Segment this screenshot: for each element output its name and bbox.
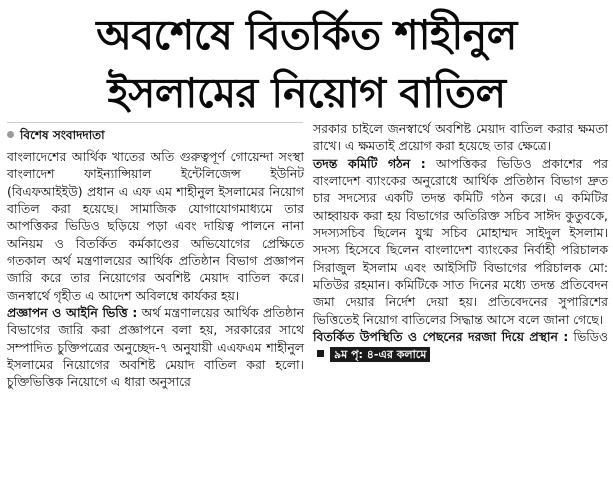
- paragraph-legal-basis: [7, 304, 304, 391]
- paragraph-intro: বাংলাদেশের আর্থিক খাতের অতি গুরুত্বপূর্ণ গোয়েন্দা সংস্থা বাংলাদেশ ফাইন্যান্সিয়াল ইন্টেলিজেন্স ইউনিট (বিএফআইইউ) প্রধান এ এফ এম শাহীনুল ইসলামের নিয়োগ বাতিল করা হয়েছে। সামাজিক যোগাযোগমাধ্যমে তার আপত্তিকর ভিডিও ছড়িয়ে পড়া এবং দায়িত্ব পালনে নানা অনিয়ম ও বিতর্কিত কর্মকাণ্ডের অভিযোগের প্রেক্ষিতে গতকাল অর্থ মন্ত্রণালয়ের আর্থিক প্রতিষ্ঠান বিভাগ প্রজ্ঞাপন জারি করে তার নিয়োগের অবশিষ্ট মেয়াদ বাতিল করে। জনস্বার্থে গৃহীত এ আদেশ অবিলম্বে কার্যকর হয়।: [7, 149, 304, 303]
- headline-line-1: অবশেষে বিতর্কিত শাহীনুল: [96, 11, 517, 59]
- byline-divider: [7, 122, 303, 123]
- article-column-left: [7, 124, 304, 391]
- paragraph-exit: [313, 328, 608, 363]
- byline-text: বিশেষ সংবাদদাতা: [20, 128, 105, 142]
- article-column-right: [313, 120, 608, 363]
- byline: [7, 124, 304, 148]
- paragraph-committee-text: আপত্তিকর ভিডিও প্রকাশের পর বাংলাদেশ ব্যাংকের অনুরোধে আর্থিক প্রতিষ্ঠান বিভাগ দ্রুত চার সদস্যের একটি তদন্ত কমিটি গঠন করে। এ কমিটির আহ্বায়ক করা হয় বিভাগের অতিরিক্ত সচিব সাঈদ কুতুবকে, সদস্যসচিব ছিলেন যুগ্ম সচিব মোহাম্মদ সাইদুল ইসলাম। সদস্য হিসেবে ছিলেন বাংলাদেশ ব্যাংকের নির্বাহী পরিচালক সিরাজুল ইসলাম এবং আইসিটি বিভাগের পরিচালক মো: মতিউর রহমান। কমিটিকে সাত দিনের মধ্যে তদন্ত প্রতিবেদন জমা দেয়ার নির্দেশ দেয়া হয়। প্রতিবেদনের সুপারিশের ভিত্তিতেই নিয়োগ বাতিলের সিদ্ধান্ত আসে বলে জানা গেছে।: [313, 155, 608, 327]
- paragraph-committee: [313, 155, 608, 328]
- paragraph-exit-text: ভিডিও: [573, 329, 608, 345]
- subheading-exit: বিতর্কিত উপস্থিতি ও পেছনের দরজা দিয়ে প্রস্থান :: [313, 329, 569, 345]
- subheading-legal-basis: প্রজ্ঞাপন ও আইনি ভিত্তি :: [7, 305, 138, 321]
- paragraph-legal-basis-text: অর্থ মন্ত্রণালয়ের আর্থিক প্রতিষ্ঠান বিভাগের জারি করা প্রজ্ঞাপনে বলা হয়, সরকারের সাথে সম্পাদিত চুক্তিপত্রের অনুচ্ছেদ-৭ অনুযায়ী এএফএম শাহীনুল ইসলামের নিয়োগের অবশিষ্ট মেয়াদ বাতিল করা হলো। চুক্তিভিত্তিক নিয়োগে এ ধারা অনুসারে: [7, 305, 304, 390]
- bullet-icon: [7, 131, 14, 138]
- headline: [0, 6, 613, 122]
- paragraph-continued: সরকার চাইলে জনস্বার্থে অবশিষ্ট মেয়াদ বাতিল করার ক্ষমতা রাখে। এ ক্ষমতাই প্রয়োগ করা হয়েছে তার ক্ষেত্রে।: [313, 121, 608, 154]
- square-marker-icon: [317, 350, 324, 357]
- subheading-committee: তদন্ত কমিটি গঠন :: [313, 155, 426, 171]
- headline-line-2: ইসলামের নিয়োগ বাতিল: [107, 69, 506, 117]
- continuation-jump: ৯ম পৃ: ৪-এর কলামে: [330, 347, 430, 362]
